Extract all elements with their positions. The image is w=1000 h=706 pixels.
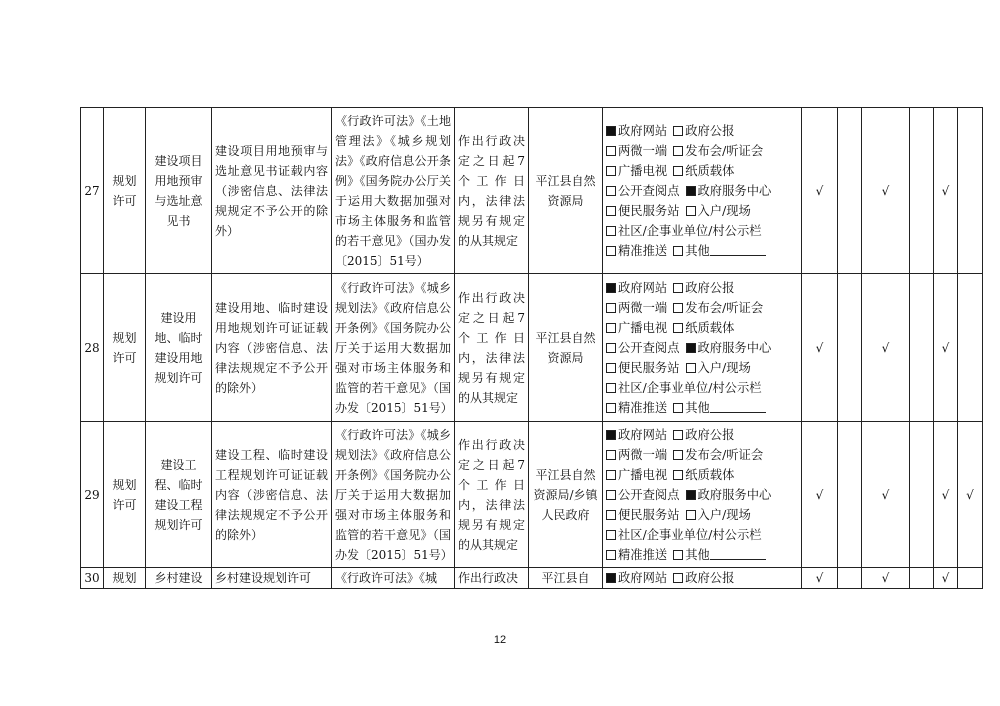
- channel-line: [606, 201, 798, 221]
- row-content: 建设项目用地预审与选址意见书证载内容（涉密信息、法律法规规定不予公开的除外）: [212, 108, 332, 274]
- row-category: 规划许可: [104, 274, 146, 422]
- checkbox-empty-icon: [606, 403, 616, 413]
- row-time-limit: 作出行政决定之日起7个工作日内，法律法规另有规定的从其规定: [455, 422, 529, 568]
- table-row: [81, 274, 983, 422]
- check-mark-cell: [838, 108, 862, 274]
- check-mark-cell: √: [862, 274, 910, 422]
- checkbox-empty-icon: [673, 126, 683, 136]
- channel-line: [606, 358, 798, 378]
- channel-label: 其他: [685, 243, 710, 258]
- row-subject: 平江县自然资源局: [529, 274, 603, 422]
- check-mark-cell: √: [934, 274, 958, 422]
- channel-label: 政府公报: [685, 280, 735, 295]
- check-mark-cell: √: [802, 108, 838, 274]
- row-basis: 《行政许可法》《城乡规划法》《政府信息公开条例》《国务院办公厅关于运用大数据加强对市场主体服务和监管的若干意见》（国办发〔2015〕51号）: [332, 274, 455, 422]
- fill-in-blank: [710, 243, 766, 256]
- disclosure-table: [80, 107, 983, 589]
- row-time-limit: 作出行政决定之日起7个工作日内，法律法规另有规定的从其规定: [455, 108, 529, 274]
- channel-line: [606, 445, 798, 465]
- checkbox-empty-icon: [606, 363, 616, 373]
- row-item: 建设工程、临时建设工程规划许可: [146, 422, 212, 568]
- channel-label: 发布会/听证会: [685, 300, 764, 315]
- channel-line: [606, 465, 798, 485]
- checkbox-checked-icon: [606, 573, 616, 583]
- row-content: 建设工程、临时建设工程规划许可证证载内容（涉密信息、法律法规规定不予公开的除外）: [212, 422, 332, 568]
- checkbox-empty-icon: [606, 186, 616, 196]
- channel-label: 公开查阅点: [618, 183, 680, 198]
- checkbox-empty-icon: [673, 283, 683, 293]
- channel-label: 纸质载体: [685, 467, 735, 482]
- channel-label: 政府服务中心: [697, 183, 772, 198]
- checkbox-empty-icon: [606, 246, 616, 256]
- check-mark-cell: [910, 568, 934, 589]
- checkbox-empty-icon: [606, 323, 616, 333]
- channel-line: [606, 141, 798, 161]
- channel-label: 广播电视: [618, 467, 668, 482]
- channel-label: 便民服务站: [618, 203, 680, 218]
- checkbox-empty-icon: [606, 383, 616, 393]
- channel-label: 精准推送: [618, 400, 668, 415]
- checkbox-empty-icon: [686, 510, 696, 520]
- checkbox-empty-icon: [673, 323, 683, 333]
- check-mark-cell: [910, 108, 934, 274]
- row-channels: [603, 422, 802, 568]
- check-mark-cell: √: [862, 422, 910, 568]
- channel-label: 两微一端: [618, 143, 668, 158]
- channel-label: 入户/现场: [697, 507, 751, 522]
- channel-line: [606, 398, 798, 418]
- checkbox-empty-icon: [606, 450, 616, 460]
- page-number: 12: [493, 634, 507, 646]
- channel-label: 两微一端: [618, 447, 668, 462]
- checkbox-empty-icon: [673, 403, 683, 413]
- table-row: [81, 568, 983, 589]
- row-channels: [603, 568, 802, 589]
- channel-label: 广播电视: [618, 163, 668, 178]
- row-time-limit: 作出行政决: [455, 568, 529, 589]
- channel-line: [606, 378, 798, 398]
- row-number: 29: [81, 422, 104, 568]
- channel-label: 社区/企事业单位/村公示栏: [618, 380, 762, 395]
- channel-line: [606, 318, 798, 338]
- check-mark-cell: √: [802, 568, 838, 589]
- row-number: 27: [81, 108, 104, 274]
- checkbox-empty-icon: [606, 490, 616, 500]
- channel-label: 纸质载体: [685, 320, 735, 335]
- checkbox-empty-icon: [673, 246, 683, 256]
- check-mark-cell: √: [862, 108, 910, 274]
- checkbox-empty-icon: [673, 450, 683, 460]
- channel-label: 社区/企事业单位/村公示栏: [618, 527, 762, 542]
- channel-label: 政府公报: [685, 427, 735, 442]
- checkbox-empty-icon: [606, 303, 616, 313]
- channel-line: [606, 425, 798, 445]
- channel-line: [606, 278, 798, 298]
- channel-label: 政府服务中心: [697, 487, 772, 502]
- checkbox-empty-icon: [673, 550, 683, 560]
- fill-in-blank: [710, 400, 766, 413]
- check-mark-cell: [838, 274, 862, 422]
- row-basis: 《行政许可法》《城乡规划法》《政府信息公开条例》《国务院办公厅关于运用大数据加强对市场主体服务和监管的若干意见》（国办发〔2015〕51号）: [332, 422, 455, 568]
- row-subject: 平江县自然资源局: [529, 108, 603, 274]
- channel-label: 公开查阅点: [618, 487, 680, 502]
- checkbox-empty-icon: [673, 303, 683, 313]
- channel-label: 便民服务站: [618, 507, 680, 522]
- checkbox-empty-icon: [673, 470, 683, 480]
- row-content: 建设用地、临时建设用地规划许可证证载内容（涉密信息、法律法规规定不予公开的除外）: [212, 274, 332, 422]
- channel-label: 政府网站: [618, 280, 668, 295]
- checkbox-empty-icon: [606, 550, 616, 560]
- checkbox-checked-icon: [686, 343, 696, 353]
- channel-line: [606, 181, 798, 201]
- channel-line: [606, 525, 798, 545]
- row-subject: 平江县自然资源局/乡镇人民政府: [529, 422, 603, 568]
- channel-line: [606, 338, 798, 358]
- channel-line: [606, 298, 798, 318]
- row-content: 乡村建设规划许可: [212, 568, 332, 589]
- channel-line: [606, 241, 798, 261]
- row-category: 规划许可: [104, 422, 146, 568]
- row-basis: 《行政许可法》《城: [332, 568, 455, 589]
- check-mark-cell: [838, 422, 862, 568]
- check-mark-cell: √: [934, 108, 958, 274]
- row-channels: [603, 274, 802, 422]
- row-channels: [603, 108, 802, 274]
- channel-line: [606, 568, 798, 588]
- check-mark-cell: √: [802, 422, 838, 568]
- channel-label: 入户/现场: [697, 360, 751, 375]
- channel-line: [606, 545, 798, 565]
- check-mark-cell: [910, 274, 934, 422]
- check-mark-cell: [910, 422, 934, 568]
- channel-label: 政府网站: [618, 123, 668, 138]
- checkbox-empty-icon: [606, 206, 616, 216]
- channel-label: 政府公报: [685, 123, 735, 138]
- channel-label: 发布会/听证会: [685, 447, 764, 462]
- channel-line: [606, 221, 798, 241]
- checkbox-empty-icon: [606, 166, 616, 176]
- channel-label: 发布会/听证会: [685, 143, 764, 158]
- checkbox-checked-icon: [606, 126, 616, 136]
- channel-label: 政府服务中心: [697, 340, 772, 355]
- row-subject: 平江县自: [529, 568, 603, 589]
- channel-line: [606, 505, 798, 525]
- channel-line: [606, 161, 798, 181]
- checkbox-empty-icon: [686, 206, 696, 216]
- checkbox-empty-icon: [673, 146, 683, 156]
- check-mark-cell: √: [862, 568, 910, 589]
- channel-label: 社区/企事业单位/村公示栏: [618, 223, 762, 238]
- row-time-limit: 作出行政决定之日起7个工作日内，法律法规另有规定的从其规定: [455, 274, 529, 422]
- channel-label: 其他: [685, 547, 710, 562]
- channel-label: 广播电视: [618, 320, 668, 335]
- checkbox-checked-icon: [686, 186, 696, 196]
- row-category: 规划: [104, 568, 146, 589]
- check-mark-cell: [958, 568, 983, 589]
- check-mark-cell: √: [958, 422, 983, 568]
- checkbox-empty-icon: [606, 146, 616, 156]
- checkbox-empty-icon: [673, 430, 683, 440]
- row-item: 建设项目用地预审与选址意见书: [146, 108, 212, 274]
- row-number: 28: [81, 274, 104, 422]
- check-mark-cell: [958, 274, 983, 422]
- checkbox-checked-icon: [606, 430, 616, 440]
- checkbox-empty-icon: [606, 343, 616, 353]
- check-mark-cell: √: [802, 274, 838, 422]
- row-category: 规划许可: [104, 108, 146, 274]
- channel-label: 政府公报: [685, 571, 735, 585]
- table-row: [81, 108, 983, 274]
- check-mark-cell: √: [934, 422, 958, 568]
- row-basis: 《行政许可法》《土地管理法》《城乡规划法》《政府信息公开条例》《国务院办公厅关于运用大数据加强对市场主体服务和监管的若干意见》（国办发〔2015〕51号）: [332, 108, 455, 274]
- row-item: 乡村建设: [146, 568, 212, 589]
- check-mark-cell: √: [934, 568, 958, 589]
- checkbox-empty-icon: [673, 573, 683, 583]
- row-item: 建设用地、临时建设用地规划许可: [146, 274, 212, 422]
- check-mark-cell: [958, 108, 983, 274]
- channel-label: 政府网站: [618, 571, 668, 585]
- checkbox-empty-icon: [673, 166, 683, 176]
- check-mark-cell: [838, 568, 862, 589]
- table-row: [81, 422, 983, 568]
- channel-label: 精准推送: [618, 243, 668, 258]
- channel-label: 其他: [685, 400, 710, 415]
- checkbox-checked-icon: [606, 283, 616, 293]
- checkbox-empty-icon: [606, 226, 616, 236]
- channel-line: [606, 121, 798, 141]
- channel-label: 公开查阅点: [618, 340, 680, 355]
- fill-in-blank: [710, 547, 766, 560]
- channel-label: 两微一端: [618, 300, 668, 315]
- channel-line: [606, 485, 798, 505]
- channel-label: 入户/现场: [697, 203, 751, 218]
- channel-label: 政府网站: [618, 427, 668, 442]
- row-number: 30: [81, 568, 104, 589]
- channel-label: 纸质载体: [685, 163, 735, 178]
- checkbox-empty-icon: [606, 510, 616, 520]
- checkbox-empty-icon: [606, 470, 616, 480]
- channel-label: 便民服务站: [618, 360, 680, 375]
- checkbox-empty-icon: [686, 363, 696, 373]
- checkbox-checked-icon: [686, 490, 696, 500]
- checkbox-empty-icon: [606, 530, 616, 540]
- channel-label: 精准推送: [618, 547, 668, 562]
